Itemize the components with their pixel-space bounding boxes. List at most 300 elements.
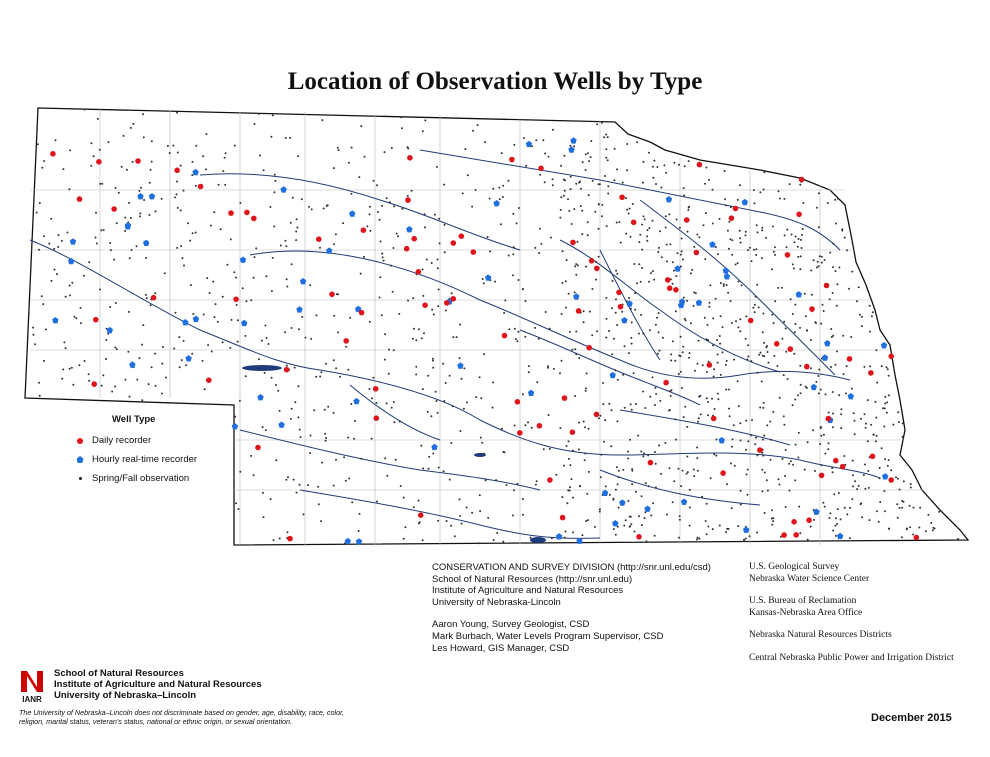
spring-fall-well (676, 252, 678, 254)
spring-fall-well (401, 208, 403, 210)
spring-fall-well (263, 169, 265, 171)
spring-fall-well (218, 184, 220, 186)
spring-fall-well (466, 401, 468, 403)
spring-fall-well (728, 221, 730, 223)
spring-fall-well (319, 247, 321, 249)
spring-fall-well (732, 438, 734, 440)
spring-fall-well (543, 448, 545, 450)
spring-fall-well (769, 421, 771, 423)
spring-fall-well (350, 403, 352, 405)
spring-fall-well (411, 190, 413, 192)
daily-recorder-well (416, 269, 422, 275)
spring-fall-well (712, 528, 714, 530)
spring-fall-well (888, 459, 890, 461)
daily-recorder-well (451, 296, 457, 302)
spring-fall-well (666, 244, 668, 246)
daily-recorder-well (888, 354, 894, 360)
spring-fall-well (272, 114, 274, 116)
daily-recorder-well (422, 302, 428, 308)
spring-fall-well (712, 189, 714, 191)
spring-fall-well (687, 231, 689, 233)
daily-recorder-well (888, 477, 894, 483)
spring-fall-well (254, 256, 256, 258)
spring-fall-well (578, 357, 580, 359)
spring-fall-well (793, 353, 795, 355)
spring-fall-well (807, 539, 809, 541)
spring-fall-well (141, 399, 143, 401)
spring-fall-well (626, 169, 628, 171)
spring-fall-well (832, 530, 834, 532)
spring-fall-well (755, 296, 757, 298)
spring-fall-well (772, 517, 774, 519)
spring-fall-well (612, 280, 614, 282)
spring-fall-well (516, 222, 518, 224)
spring-fall-well (518, 279, 520, 281)
spring-fall-well (649, 329, 651, 331)
spring-fall-well (205, 133, 207, 135)
spring-fall-well (234, 145, 236, 147)
spring-fall-well (797, 457, 799, 459)
spring-fall-well (733, 359, 735, 361)
spring-fall-well (613, 528, 615, 530)
spring-fall-well (415, 374, 417, 376)
spring-fall-well (51, 280, 53, 282)
spring-fall-well (393, 349, 395, 351)
spring-fall-well (712, 317, 714, 319)
spring-fall-well (693, 475, 695, 477)
spring-fall-well (859, 314, 861, 316)
spring-fall-well (778, 478, 780, 480)
spring-fall-well (740, 504, 742, 506)
spring-fall-well (348, 162, 350, 164)
spring-fall-well (335, 459, 337, 461)
spring-fall-well (834, 199, 836, 201)
spring-fall-well (291, 408, 293, 410)
spring-fall-well (323, 208, 325, 210)
spring-fall-well (364, 156, 366, 158)
spring-fall-well (107, 141, 109, 143)
daily-recorder-well (198, 184, 204, 190)
spring-fall-well (884, 510, 886, 512)
spring-fall-well (563, 155, 565, 157)
spring-fall-well (481, 442, 483, 444)
spring-fall-well (428, 468, 430, 470)
spring-fall-well (648, 281, 650, 283)
spring-fall-well (873, 434, 875, 436)
spring-fall-well (437, 520, 439, 522)
daily-recorder-well (729, 215, 735, 221)
spring-fall-well (626, 143, 628, 145)
spring-fall-well (167, 145, 169, 147)
daily-recorder-well (244, 210, 250, 216)
spring-fall-well (696, 457, 698, 459)
spring-fall-well (696, 539, 698, 541)
spring-fall-well (140, 187, 142, 189)
spring-fall-well (715, 455, 717, 457)
spring-fall-well (567, 489, 569, 491)
spring-fall-well (384, 457, 386, 459)
spring-fall-well (833, 493, 835, 495)
spring-fall-well (351, 147, 353, 149)
spring-fall-well (771, 509, 773, 511)
spring-fall-well (495, 479, 497, 481)
spring-fall-well (903, 480, 905, 482)
spring-fall-well (461, 378, 463, 380)
spring-fall-well (861, 325, 863, 327)
spring-fall-well (823, 310, 825, 312)
spring-fall-well (658, 350, 660, 352)
spring-fall-well (660, 473, 662, 475)
spring-fall-well (270, 498, 272, 500)
daily-recorder-well (826, 416, 832, 422)
spring-fall-well (574, 348, 576, 350)
spring-fall-well (753, 189, 755, 191)
spring-fall-well (886, 412, 888, 414)
spring-fall-well (897, 478, 899, 480)
spring-fall-well (662, 337, 664, 339)
spring-fall-well (512, 253, 514, 255)
spring-fall-well (661, 256, 663, 258)
spring-fall-well (642, 161, 644, 163)
daily-recorder-well (359, 310, 365, 316)
spring-fall-well (725, 531, 727, 533)
spring-fall-well (564, 179, 566, 181)
institution-line: School of Natural Resources (54, 668, 184, 679)
spring-fall-well (483, 282, 485, 284)
spring-fall-well (587, 221, 589, 223)
spring-fall-well (895, 476, 897, 478)
spring-fall-well (220, 228, 222, 230)
spring-fall-well (827, 202, 829, 204)
spring-fall-well (876, 435, 878, 437)
spring-fall-well (726, 284, 728, 286)
spring-fall-well (668, 410, 670, 412)
spring-fall-well (897, 411, 899, 413)
spring-fall-well (561, 360, 563, 362)
spring-fall-well (258, 113, 260, 115)
spring-fall-well (846, 249, 848, 251)
spring-fall-well (723, 285, 725, 287)
spring-fall-well (136, 379, 138, 381)
spring-fall-well (650, 515, 652, 517)
spring-fall-well (100, 229, 102, 231)
spring-fall-well (957, 538, 959, 540)
spring-fall-well (327, 204, 329, 206)
spring-fall-well (717, 398, 719, 400)
spring-fall-well (630, 236, 632, 238)
spring-fall-well (128, 311, 130, 313)
spring-fall-well (642, 182, 644, 184)
spring-fall-well (617, 483, 619, 485)
spring-fall-well (727, 230, 729, 232)
spring-fall-well (897, 517, 899, 519)
spring-fall-well (379, 297, 381, 299)
spring-fall-well (132, 161, 134, 163)
spring-fall-well (919, 507, 921, 509)
spring-fall-well (605, 485, 607, 487)
spring-fall-well (789, 183, 791, 185)
daily-recorder-well (833, 458, 839, 464)
spring-fall-well (507, 180, 509, 182)
spring-fall-well (693, 305, 695, 307)
spring-fall-well (528, 371, 530, 373)
spring-fall-well (678, 164, 680, 166)
daily-recorder-well (206, 377, 212, 383)
spring-fall-well (292, 197, 294, 199)
daily-recorder-well (329, 292, 335, 298)
spring-fall-well (741, 284, 743, 286)
spring-fall-well (215, 303, 217, 305)
spring-fall-well (640, 314, 642, 316)
spring-fall-well (868, 519, 870, 521)
spring-fall-well (683, 187, 685, 189)
spring-fall-well (459, 357, 461, 359)
spring-fall-well (607, 185, 609, 187)
spring-fall-well (637, 435, 639, 437)
spring-fall-well (719, 218, 721, 220)
spring-fall-well (633, 263, 635, 265)
spring-fall-well (539, 174, 541, 176)
spring-fall-well (562, 250, 564, 252)
spring-fall-well (518, 207, 520, 209)
spring-fall-well (472, 130, 474, 132)
spring-fall-well (735, 264, 737, 266)
daily-recorder-well (781, 532, 787, 538)
spring-fall-well (43, 160, 45, 162)
spring-fall-well (851, 388, 853, 390)
spring-fall-well (103, 229, 105, 231)
spring-fall-well (655, 324, 657, 326)
spring-fall-well (400, 116, 402, 118)
spring-fall-well (454, 535, 456, 537)
spring-fall-well (239, 471, 241, 473)
spring-fall-well (353, 438, 355, 440)
spring-fall-well (93, 155, 95, 157)
daily-recorder-well (785, 252, 791, 258)
spring-fall-well (67, 232, 69, 234)
spring-fall-well (452, 405, 454, 407)
spring-fall-well (522, 288, 524, 290)
spring-fall-well (238, 508, 240, 510)
spring-fall-well (899, 507, 901, 509)
spring-fall-well (633, 372, 635, 374)
spring-fall-well (191, 174, 193, 176)
daily-recorder-well (228, 210, 234, 216)
spring-fall-well (801, 247, 803, 249)
spring-fall-well (625, 233, 627, 235)
spring-fall-well (909, 505, 911, 507)
spring-fall-well (659, 230, 661, 232)
spring-fall-well (214, 316, 216, 318)
spring-fall-well (592, 180, 594, 182)
spring-fall-well (738, 281, 740, 283)
spring-fall-well (359, 513, 361, 515)
spring-fall-well (629, 525, 631, 527)
spring-fall-well (700, 413, 702, 415)
spring-fall-well (550, 237, 552, 239)
spring-fall-well (875, 417, 877, 419)
spring-fall-well (145, 257, 147, 259)
spring-fall-well (146, 297, 148, 299)
spring-fall-well (704, 183, 706, 185)
spring-fall-well (136, 245, 138, 247)
spring-fall-well (659, 400, 661, 402)
spring-fall-well (555, 474, 557, 476)
daily-recorder-well (594, 412, 600, 418)
spring-fall-well (884, 396, 886, 398)
spring-fall-well (737, 525, 739, 527)
spring-fall-well (568, 440, 570, 442)
spring-fall-well (499, 198, 501, 200)
credit-line: U.S. Bureau of Reclamation (749, 596, 857, 607)
spring-fall-well (747, 494, 749, 496)
daily-recorder-well (667, 285, 673, 291)
spring-fall-well (832, 391, 834, 393)
spring-fall-well (888, 528, 890, 530)
spring-fall-well (818, 392, 820, 394)
spring-fall-well (875, 440, 877, 442)
spring-fall-well (487, 517, 489, 519)
spring-fall-well (129, 257, 131, 259)
spring-fall-well (794, 479, 796, 481)
spring-fall-well (522, 514, 524, 516)
spring-fall-well (450, 525, 452, 527)
spring-fall-well (763, 435, 765, 437)
spring-fall-well (536, 381, 538, 383)
spring-fall-well (810, 270, 812, 272)
daily-recorder-well (636, 534, 642, 540)
spring-fall-well (262, 426, 264, 428)
spring-fall-well (656, 317, 658, 319)
spring-fall-well (697, 363, 699, 365)
spring-fall-well (463, 408, 465, 410)
spring-fall-well (379, 276, 381, 278)
spring-fall-well (524, 424, 526, 426)
spring-fall-well (737, 199, 739, 201)
spring-fall-well (731, 254, 733, 256)
spring-fall-well (669, 243, 671, 245)
spring-fall-well (586, 372, 588, 374)
spring-fall-well (818, 226, 820, 228)
spring-fall-well (386, 197, 388, 199)
spring-fall-well (143, 199, 145, 201)
spring-fall-well (731, 322, 733, 324)
spring-fall-well (600, 454, 602, 456)
spring-fall-well (540, 243, 542, 245)
daily-recorder-well (663, 380, 669, 386)
spring-fall-well (124, 230, 126, 232)
spring-fall-well (45, 328, 47, 330)
daily-recorder-well (733, 206, 739, 212)
spring-fall-well (797, 246, 799, 248)
daily-recorder-well (451, 240, 457, 246)
credit-line: Nebraska Natural Resources Districts (749, 630, 892, 641)
spring-fall-well (806, 387, 808, 389)
spring-fall-well (642, 333, 644, 335)
spring-fall-well (768, 362, 770, 364)
spring-fall-well (673, 162, 675, 164)
spring-fall-well (836, 305, 838, 307)
spring-fall-well (745, 338, 747, 340)
spring-fall-well (279, 410, 281, 412)
spring-fall-well (502, 185, 504, 187)
spring-fall-well (508, 255, 510, 257)
spring-fall-well (690, 322, 692, 324)
spring-fall-well (761, 257, 763, 259)
spring-fall-well (804, 469, 806, 471)
spring-fall-well (485, 479, 487, 481)
spring-fall-well (631, 468, 633, 470)
spring-fall-well (773, 251, 775, 253)
spring-fall-well (670, 360, 672, 362)
spring-fall-well (430, 415, 432, 417)
spring-fall-well (688, 357, 690, 359)
spring-fall-well (727, 292, 729, 294)
spring-fall-well (792, 263, 794, 265)
spring-fall-well (802, 202, 804, 204)
spring-fall-well (856, 300, 858, 302)
spring-fall-well (116, 222, 118, 224)
spring-fall-well (351, 501, 353, 503)
spring-fall-well (503, 312, 505, 314)
spring-fall-well (371, 397, 373, 399)
spring-fall-well (151, 140, 153, 142)
spring-fall-well (762, 439, 764, 441)
spring-fall-well (371, 438, 373, 440)
spring-fall-well (781, 287, 783, 289)
spring-fall-well (95, 237, 97, 239)
spring-fall-well (115, 302, 117, 304)
daily-recorder-well (576, 308, 582, 314)
daily-recorder-well (459, 233, 465, 239)
spring-fall-well (102, 374, 104, 376)
spring-fall-well (598, 417, 600, 419)
spring-fall-well (321, 462, 323, 464)
spring-fall-well (638, 241, 640, 243)
spring-fall-well (782, 458, 784, 460)
spring-fall-well (678, 355, 680, 357)
spring-fall-well (674, 418, 676, 420)
spring-fall-well (860, 418, 862, 420)
spring-fall-well (829, 252, 831, 254)
spring-fall-well (763, 171, 765, 173)
spring-fall-well (813, 259, 815, 261)
spring-fall-well (580, 188, 582, 190)
daily-recorder-well (631, 220, 637, 226)
spring-fall-well (403, 538, 405, 540)
credit-line: Mark Burbach, Water Levels Program Supervisor, CSD (432, 630, 664, 642)
spring-fall-well (849, 537, 851, 539)
spring-fall-well (570, 188, 572, 190)
spring-fall-well (784, 475, 786, 477)
spring-fall-well (653, 279, 655, 281)
spring-fall-well (652, 166, 654, 168)
spring-fall-well (61, 378, 63, 380)
legend-item-hourly (68, 450, 197, 469)
spring-fall-well (793, 267, 795, 269)
spring-fall-well (149, 182, 151, 184)
spring-fall-well (605, 157, 607, 159)
spring-fall-well (88, 373, 90, 375)
spring-fall-well (311, 208, 313, 210)
spring-fall-well (706, 397, 708, 399)
spring-fall-well (688, 160, 690, 162)
spring-fall-well (599, 511, 601, 513)
spring-fall-well (222, 341, 224, 343)
spring-fall-well (62, 168, 64, 170)
spring-fall-well (424, 213, 426, 215)
spring-fall-well (318, 503, 320, 505)
